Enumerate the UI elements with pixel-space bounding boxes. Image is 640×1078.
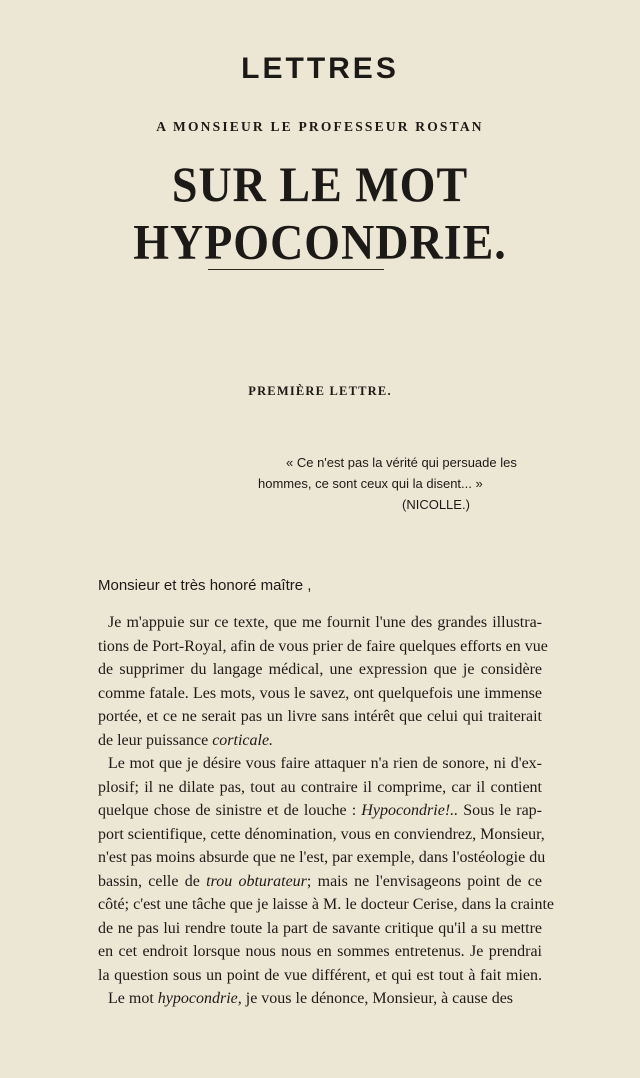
body-text — [98, 611, 555, 1011]
body-line: n'est pas moins absurde que ne l'est, par exemple, dans l'ostéologie du — [98, 849, 546, 866]
epigraph-line-2: hommes, ce sont ceux qui la disent... » — [258, 476, 483, 491]
body-line-text: Sous le rap- — [458, 802, 542, 819]
body-line-text: ; mais ne l'envisageons point de ce — [306, 872, 543, 890]
body-line: en cet endroit lorsque nous nous en sommes entretenus. Je prendrai — [98, 943, 542, 960]
italic-term: hypocondrie, — [157, 990, 242, 1007]
salutation: Monsieur et très honoré maître , — [98, 577, 312, 594]
body-line: côté; c'est une tâche que je laisse à M. le docteur Cerise, dans la crainte — [98, 896, 555, 913]
body-line: de supprimer du langage médical, une expression que je considère — [98, 661, 542, 678]
body-line — [98, 729, 542, 753]
italic-term: corticale. — [212, 731, 274, 749]
body-line — [98, 987, 542, 1011]
body-line-text: bassin, celle de — [98, 872, 207, 890]
epigraph-attribution: (NICOLLE.) — [402, 497, 470, 512]
body-line: la question sous un point de vue différent, et qui est tout à fait mien. — [98, 966, 542, 984]
body-line: portée, et ce ne serait pas un livre sans intérêt que celui qui traiterait — [98, 708, 542, 725]
body-line: tions de Port-Royal, afin de vous prier de faire quelques efforts en vue — [98, 637, 548, 655]
epigraph-line-1: « Ce n'est pas la vérité qui persuade les — [286, 455, 517, 470]
italic-term: trou obturateur — [206, 872, 307, 890]
body-line: comme fatale. Les mots, vous le savez, ont quelquefois une immense — [98, 684, 542, 702]
epigraph — [258, 452, 586, 515]
divider-rule — [208, 269, 384, 270]
body-line-text: Le mot — [108, 990, 158, 1007]
section-heading: PREMIÈRE LETTRE. — [248, 384, 392, 398]
body-line-text: je vous le dénonce, Monsieur, à cause des — [241, 990, 514, 1007]
body-line: de ne pas lui rendre toute la part de savante critique qu'il a su mettre — [98, 919, 542, 937]
page-title: LETTRES — [241, 52, 399, 85]
dedication-line: A MONSIEUR LE PROFESSEUR ROSTAN — [156, 119, 484, 134]
body-line-text: quelque chose de sinistre et de louche : — [98, 802, 362, 819]
body-line — [98, 799, 542, 823]
body-line: Je m'appuie sur ce texte, que me fournit l'une des grandes illustra- — [108, 614, 542, 631]
body-line: plosif; il ne dilate pas, tout au contraire il comprime, car il contient — [98, 778, 542, 796]
body-line — [98, 870, 542, 894]
main-title: SUR LE MOT HYPOCONDRIE. — [133, 156, 507, 270]
italic-term: Hypocondrie!.. — [361, 802, 459, 819]
body-line: Le mot que je désire vous faire attaquer n'a rien de sonore, ni d'ex- — [108, 755, 542, 772]
body-line: port scientifique, cette dénomination, vous en conviendrez, Monsieur, — [98, 825, 545, 843]
body-line-text: de leur puissance — [98, 731, 213, 749]
